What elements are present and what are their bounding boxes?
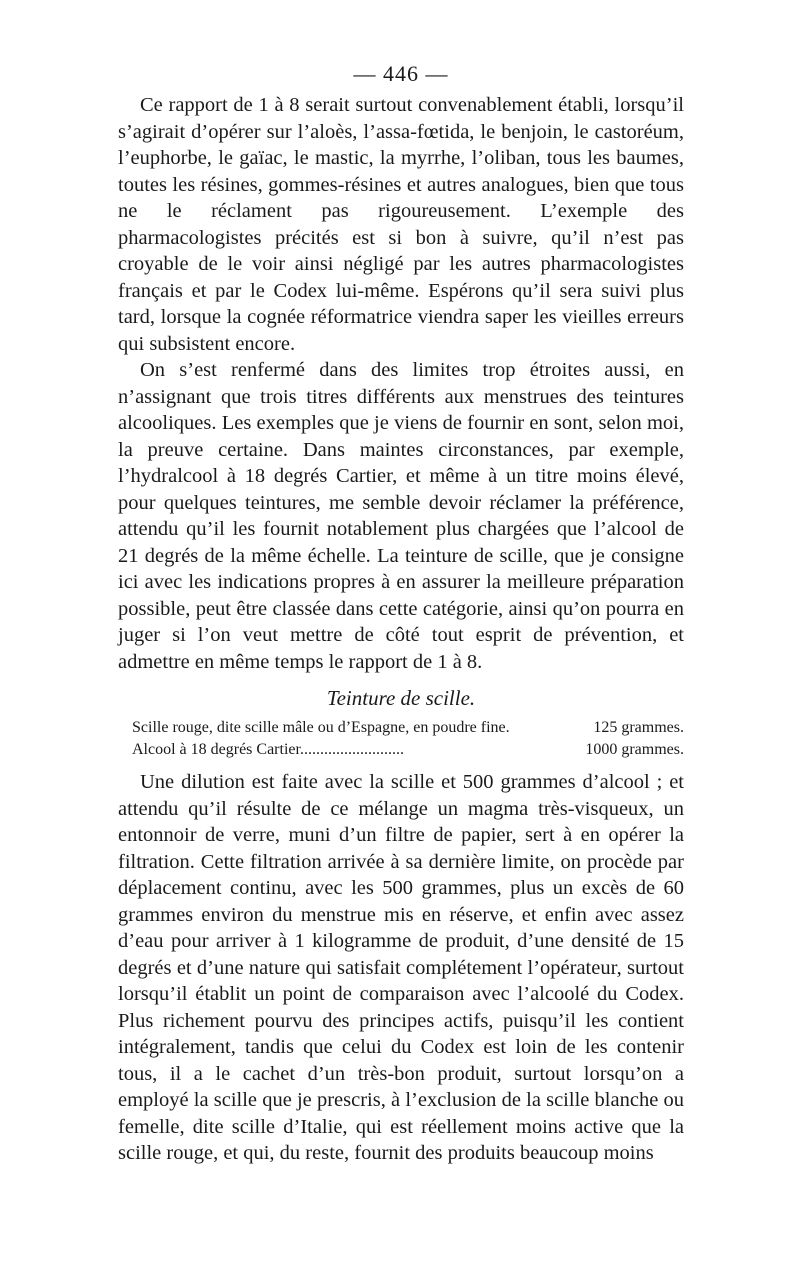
document-page — [118, 60, 684, 1167]
recipe-ingredient-list — [118, 717, 684, 761]
recipe-ingredient-row — [118, 717, 684, 739]
page-number: — 446 — — [353, 61, 449, 86]
body-paragraph: Ce rapport de 1 à 8 serait surtout convenablement établi, lorsqu’il s’agirait d’opérer sur l’aloès, l’assa-fœtida, le benjoin, le castoréum, l’euphorbe, le gaïac, le mastic, la myrrhe, l’oliban, tous les baumes, toutes les résines, gommes-résines et autres analogues, bien que tous ne le réclament pas rigoureusement. L’exemple des pharmacologistes précités est si bon à suivre, qu’il n’est pas croyable de le voir ainsi négligé par les autres pharmacologistes français et par le Codex lui-même. Espérons qu’il sera suivi plus tard, lorsque la cognée réformatrice viendra saper les vieilles erreurs qui subsistent encore. — [118, 94, 684, 355]
ingredient-quantity: 1000 grammes. — [585, 741, 684, 758]
recipe-title: Teinture de scille. — [326, 686, 476, 710]
ingredient-quantity: 125 grammes. — [593, 719, 684, 736]
ingredient-name: Scille rouge, dite scille mâle ou d’Espagne, en poudre fine. — [132, 719, 510, 736]
body-paragraph: Une dilution est faite avec la scille et 500 grammes d’alcool ; et attendu qu’il résulte de ce mélange un magma très-visqueux, un entonnoir de verre, muni d’un filtre de papier, sert à en opérer la filtration. Cette filtration arrivée à sa dernière limite, on procède par déplacement continu, avec les 500 grammes, plus un excès de 60 grammes environ du menstrue mis en réserve, et enfin avec assez d’eau pour arriver à 1 kilogramme de produit, d’une densité de 15 degrés et d’une nature qui satisfait complétement l’opérateur, surtout lorsqu’il établit un point de comparaison avec l’alcoolé du Codex. Plus richement pourvu des principes actifs, puisqu’il les contient intégralement, tandis que celui du Codex est loin de les contenir tous, il a le cachet d’un très-bon produit, surtout lorsqu’on a employé la scille que je prescris, à l’exclusion de la scille blanche ou femelle, dite scille d’Italie, qui est réellement moins active que la scille rouge, et qui, du reste, fournit des produits beaucoup moins — [118, 771, 684, 1164]
body-paragraph: On s’est renfermé dans des limites trop étroites aussi, en n’assignant que trois titres différents aux menstrues des teintures alcooliques. Les exemples que je viens de fournir en sont, selon moi, la preuve certaine. Dans maintes circonstances, par exemple, l’hydralcool à 18 degrés Cartier, et même à un titre moins élevé, pour quelques teintures, me semble devoir réclamer la préférence, attendu qu’il les fournit notablement plus chargées que l’alcool de 21 degrés de la même échelle. La teinture de scille, que je consigne ici avec les indications propres à en assurer la meilleure préparation possible, peut être classée dans cette catégorie, ainsi qu’on pourra en juger si l’on veut mettre de côté tout esprit de prévention, et admettre en même temps le rapport de 1 à 8. — [118, 359, 684, 673]
recipe-ingredient-row — [118, 739, 684, 761]
ingredient-name: Alcool à 18 degrés Cartier.......................... — [132, 741, 404, 758]
